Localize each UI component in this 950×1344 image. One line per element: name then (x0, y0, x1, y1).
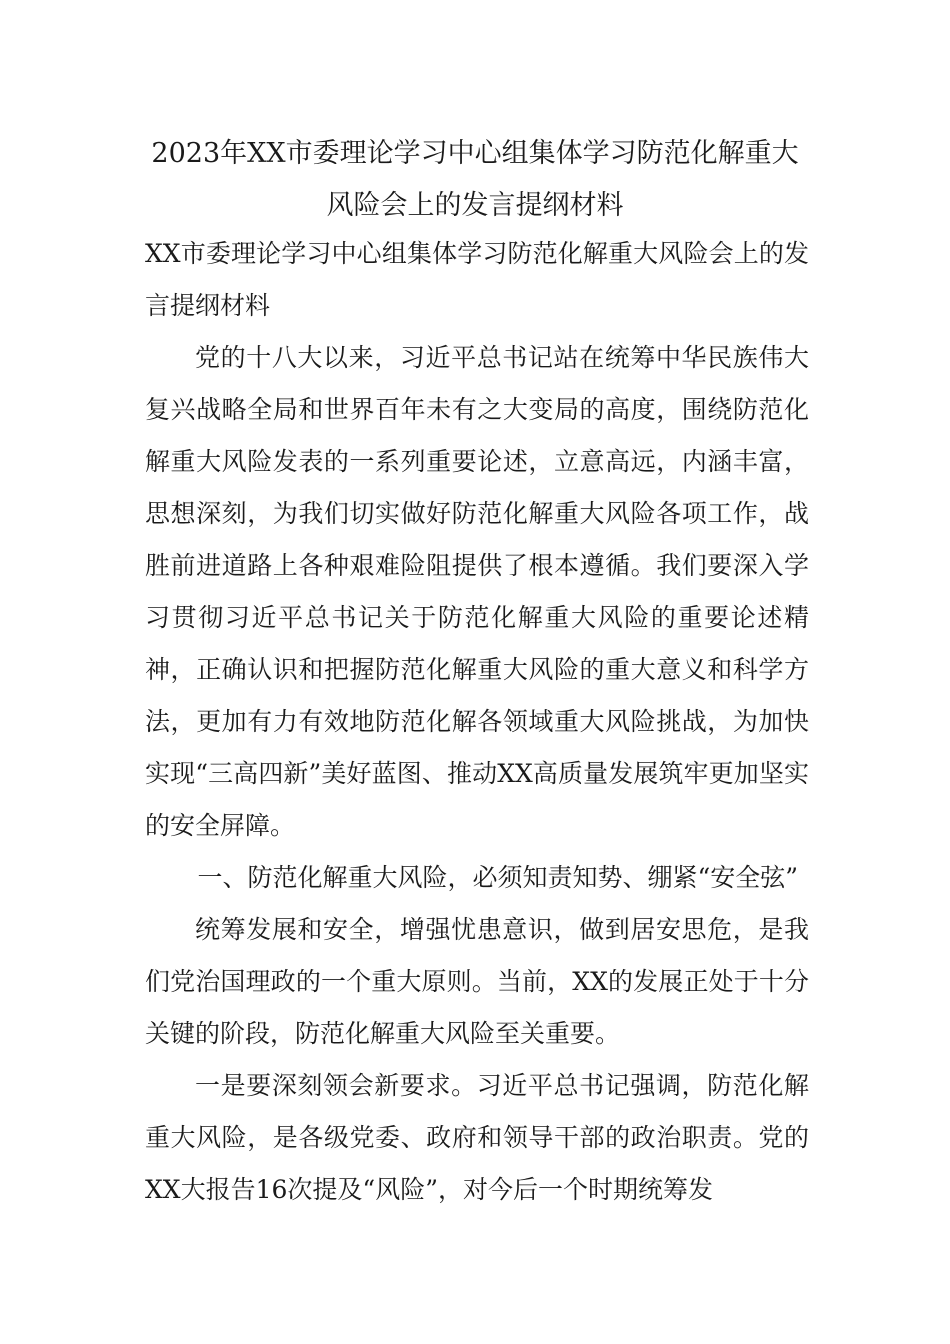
paragraph-section-one: 统筹发展和安全，增强忧患意识，做到居安思危，是我们党治国理政的一个重大原则。当前，XX的发展正处于十分关键的阶段，防范化解重大风险至关重要。 (145, 915, 809, 1048)
section-heading-one: 一、防范化解重大风险，必须知责知势、绷紧“安全弦” (197, 863, 799, 892)
document-subtitle: XX市委理论学习中心组集体学习防范化解重大风险会上的发言提纲材料 (145, 239, 809, 320)
document-title: 2023年XX市委理论学习中心组集体学习防范化解重大风险会上的发言提纲材料 (151, 138, 799, 221)
paragraph-point-one: 一是要深刻领会新要求。习近平总书记强调，防范化解重大风险，是各级党委、政府和领导干部的政治职责。党的XX大报告16次提及“风险”，对今后一个时期统筹发 (145, 1071, 809, 1204)
paragraph-intro: 党的十八大以来，习近平总书记站在统筹中华民族伟大复兴战略全局和世界百年未有之大变局的高度，围绕防范化解重大风险发表的一系列重要论述，立意高远，内涵丰富，思想深刻，为我们切实做好防范化解重大风险各项工作，战胜前进道路上各种艰难险阻提供了根本遵循。我们要深入学习贯彻习近平总书记关于防范化解重大风险的重要论述精神，正确认识和把握防范化解重大风险的重大意义和科学方法，更加有力有效地防范化解各领域重大风险挑战，为加快实现“三高四新”美好蓝图、推动XX高质量发展筑牢更加坚实的安全屏障。 (145, 343, 809, 840)
document-body (145, 228, 809, 1216)
